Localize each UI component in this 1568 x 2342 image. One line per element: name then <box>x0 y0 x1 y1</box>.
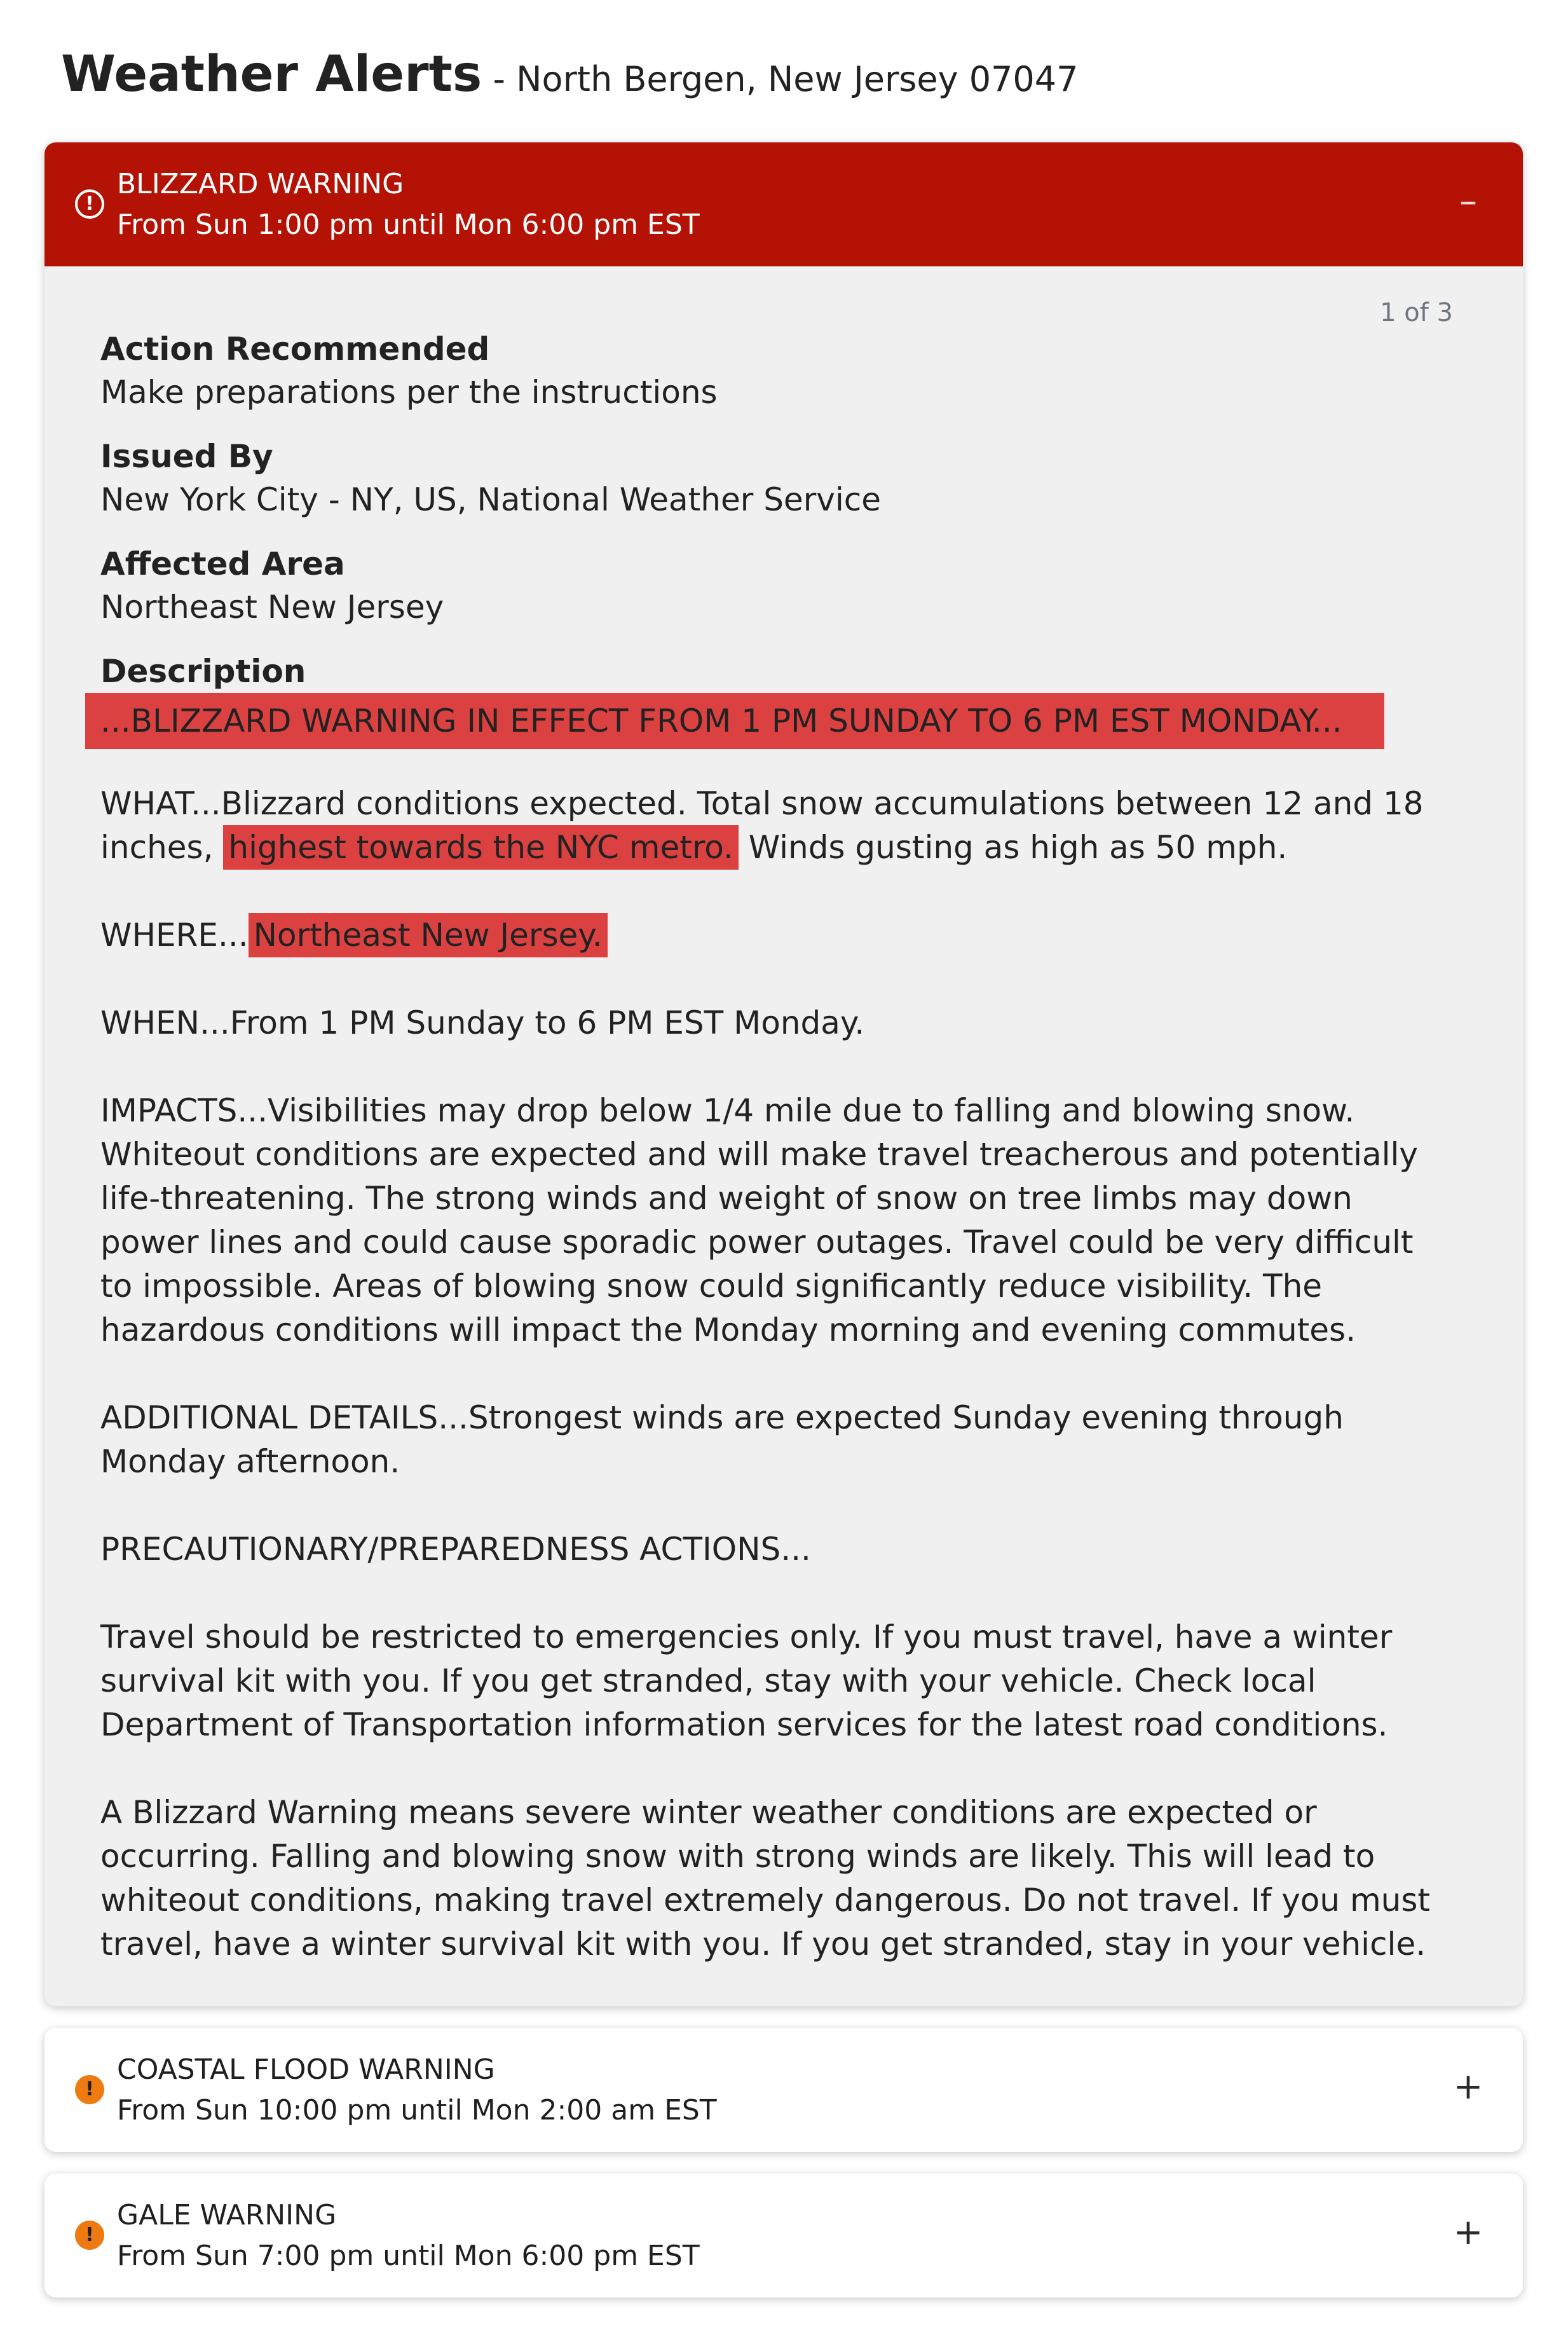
alert-title: COASTAL FLOOD WARNING <box>117 2053 495 2086</box>
description-impacts: IMPACTS...Visibilities may drop below 1/4 mile due to falling and blowing snow. Whiteout conditions are expected and will make travel treacherous and potentially life-threatening. The strong winds and weight of snow on tree limbs may down power lines and could cause sporadic power outages. Travel could be very difficult to impossible. Areas of blowing snow could significantly reduce visibility. The hazardous conditions will impact the Monday morning and evening commutes. <box>100 1092 1418 1348</box>
issued-by-label: Issued By <box>100 438 273 475</box>
alert-time: From Sun 10:00 pm until Mon 2:00 am EST <box>117 2094 717 2126</box>
highlighted-text: Northeast New Jersey. <box>249 913 608 957</box>
highlighted-text: highest towards the NYC metro. <box>223 825 739 870</box>
alert-title: GALE WARNING <box>117 2199 337 2231</box>
alert-card-header[interactable] <box>44 2028 1523 2152</box>
alert-card-blizzard <box>44 142 1523 2006</box>
description-what: WHAT...Blizzard conditions expected. Total snow accumulations between 12 and 18 inches, highest towards the NYC metro. Winds gusting as high as 50 mph. <box>100 782 1453 870</box>
page-title: Weather Alerts <box>61 46 482 103</box>
alert-title: BLIZZARD WARNING <box>117 168 404 200</box>
alert-circle-icon: ! <box>75 2075 104 2104</box>
description-travel: Travel should be restricted to emergencies only. If you must travel, have a winter survival kit with you. If you get stranded, stay with your vehicle. Check local Department of Transportation information services for the latest road conditions. <box>100 1619 1393 1743</box>
alert-counter: 1 of 3 <box>1380 298 1453 327</box>
action-recommended-value: Make preparations per the instructions <box>100 374 718 411</box>
location-label: - North Bergen, New Jersey 07047 <box>482 59 1079 99</box>
expand-icon[interactable]: + <box>1453 2066 1483 2107</box>
description-text <box>100 693 1453 1966</box>
alert-time: From Sun 1:00 pm until Mon 6:00 pm EST <box>117 209 700 241</box>
alert-time: From Sun 7:00 pm until Mon 6:00 pm EST <box>117 2240 700 2272</box>
collapse-icon[interactable]: – <box>1459 181 1477 222</box>
alert-card-header[interactable] <box>44 2174 1523 2297</box>
alert-details <box>44 266 1523 1966</box>
expand-icon[interactable]: + <box>1453 2212 1483 2253</box>
action-recommended-label: Action Recommended <box>100 331 490 367</box>
affected-area-label: Affected Area <box>100 545 345 582</box>
description-additional: ADDITIONAL DETAILS...Strongest winds are expected Sunday evening through Monday afternoon. <box>100 1399 1344 1480</box>
alert-circle-icon: ! <box>75 189 104 219</box>
alert-card-gale[interactable] <box>44 2174 1523 2297</box>
alert-card-coastal-flood[interactable] <box>44 2028 1523 2152</box>
issued-by-value: New York City - NY, US, National Weather Service <box>100 481 881 518</box>
alert-card-header[interactable] <box>44 142 1523 266</box>
alert-circle-icon: ! <box>75 2221 104 2250</box>
description-meaning: A Blizzard Warning means severe winter weather conditions are expected or occurring. Falling and blowing snow with strong winds are likely. This will lead to whiteout conditions, making travel extremely dangerous. Do not travel. If you must travel, have a winter survival kit with you. If you get stranded, stay in your vehicle. <box>100 1794 1431 1962</box>
description-precaution-heading: PRECAUTIONARY/PREPAREDNESS ACTIONS... <box>100 1531 811 1568</box>
description-when: WHEN...From 1 PM Sunday to 6 PM EST Monday. <box>100 1004 865 1041</box>
description-label: Description <box>100 653 306 690</box>
affected-area-value: Northeast New Jersey <box>100 589 444 626</box>
description-where: WHERE... Northeast New Jersey. <box>100 914 1453 957</box>
page-header <box>61 46 1078 103</box>
description-headline: ...BLIZZARD WARNING IN EFFECT FROM 1 PM SUNDAY TO 6 PM EST MONDAY... <box>85 693 1384 749</box>
